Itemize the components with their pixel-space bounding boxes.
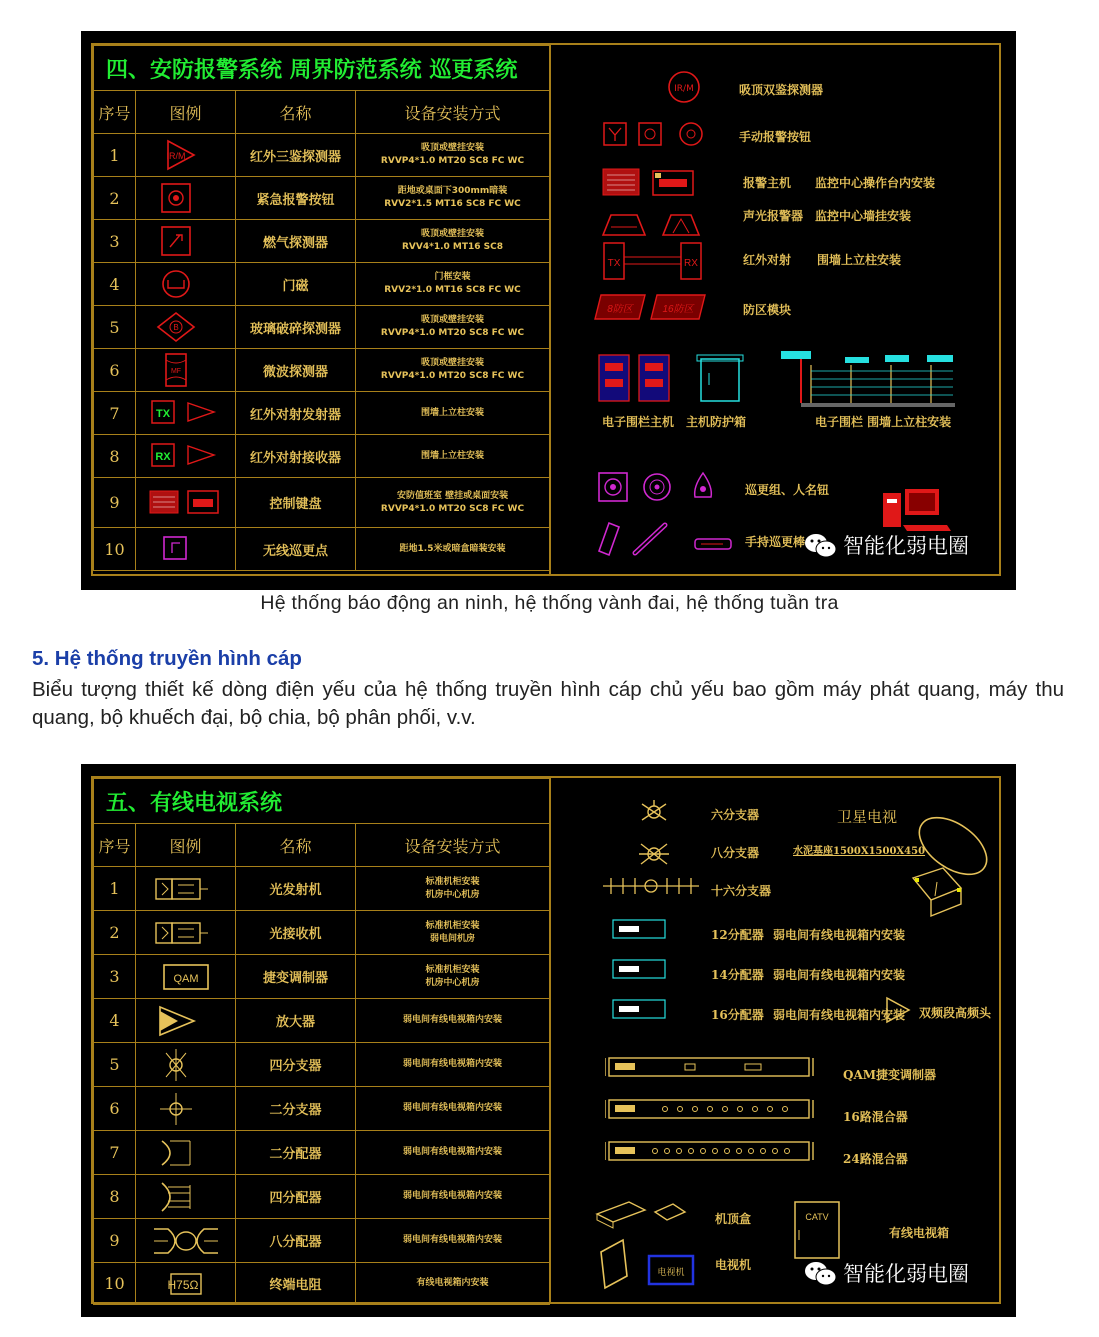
- figure-caption: Hệ thống báo động an ninh, hệ thống vành đai, hệ thống tuần tra: [260, 592, 839, 614]
- legend-symbol: [136, 867, 236, 911]
- patrol-computer-icon: [881, 485, 953, 535]
- legend-symbol: [136, 263, 236, 306]
- figure1-symbol-2-icon: [148, 178, 224, 218]
- legend-symbol: [136, 392, 236, 435]
- figure1-symbol-10-icon: [148, 529, 224, 569]
- zone-a-label: 8防区: [607, 304, 633, 315]
- legend-symbol: [136, 1219, 236, 1263]
- table-row: [94, 911, 550, 955]
- security-legend-table: [93, 45, 550, 571]
- row-number: 1: [94, 134, 136, 177]
- row-number: 1: [94, 867, 136, 911]
- device-name: 红外三鉴探测器: [236, 134, 356, 177]
- install-method: 门框安装 RVV2*1.0 MT16 SC8 FC WC: [356, 263, 550, 306]
- security-legend-figure: [81, 31, 1016, 590]
- install-method: 吸顶或壁挂安装 RVVP4*1.0 MT20 SC8 FC WC: [356, 349, 550, 392]
- wechat-icon: [803, 1259, 837, 1287]
- row-number: 2: [94, 177, 136, 220]
- svg-text:MF: MF: [170, 368, 181, 375]
- rack-devices-icons: [605, 1050, 815, 1190]
- label-patrol-button: 巡更组、人名钮: [745, 483, 830, 497]
- col-header-symbol: 图例: [136, 824, 236, 867]
- install-method: 弱电间有线电视箱内安装: [356, 1219, 550, 1263]
- install-method: 弱电间有线电视箱内安装: [356, 999, 550, 1043]
- label-set-top-box: 机顶盒: [715, 1212, 752, 1226]
- table-row: [94, 1131, 550, 1175]
- install-method: 标准机柜安装 机房中心机房: [356, 955, 550, 999]
- watermark-text: 智能化弱电圈: [843, 534, 969, 558]
- electric-fence-icon: [781, 349, 957, 409]
- table-row: [94, 1043, 550, 1087]
- figure2-symbol-9-icon: [148, 1221, 224, 1261]
- label-qam-modulator: QAM捷变调制器: [843, 1068, 937, 1082]
- label-infrared-beam: 红外对射: [743, 253, 792, 267]
- row-number: 10: [94, 1263, 136, 1305]
- irm-text: IR/M: [674, 84, 694, 94]
- label-six-way-tap: 六分支器: [711, 808, 760, 822]
- col-header-symbol: 图例: [136, 91, 236, 134]
- row-number: 7: [94, 1131, 136, 1175]
- label-manual-alarm-button: 手动报警按钮: [739, 130, 812, 144]
- install-method: 弱电间有线电视箱内安装: [356, 1131, 550, 1175]
- label-splitter-16-mount: 弱电间有线电视箱内安装: [773, 1008, 906, 1022]
- catv-legend-table: [93, 778, 550, 1305]
- table-row: [94, 220, 550, 263]
- device-name: 红外对射发射器: [236, 392, 356, 435]
- label-sixteen-way-tap: 十六分支器: [711, 884, 772, 898]
- section-title: 5. Hệ thống truyền hình cáp: [32, 647, 302, 670]
- label-television: 电视机: [715, 1258, 752, 1272]
- label-ceiling-detector: 吸顶双鉴探测器: [739, 83, 824, 97]
- figure1-symbol-9-icon: [148, 483, 224, 523]
- figure1-symbol-8-icon: [148, 436, 224, 476]
- label-fence-host: 电子围栏主机: [602, 415, 675, 429]
- row-number: 5: [94, 1043, 136, 1087]
- device-name: 光接收机: [236, 911, 356, 955]
- install-method: 有线电视箱内安装: [356, 1263, 550, 1305]
- label-alarm-host-mount: 监控中心操作台内安装: [815, 176, 936, 190]
- legend-symbol: [136, 177, 236, 220]
- fence-host-and-box-icons: [597, 351, 757, 411]
- install-method: 吸顶或壁挂安装 RVVP4*1.0 MT20 SC8 FC WC: [356, 306, 550, 349]
- table-row: [94, 955, 550, 999]
- legend-symbol: [136, 1263, 236, 1305]
- label-siren: 声光报警器: [743, 209, 804, 223]
- zone-module-icons: [593, 291, 709, 323]
- install-method: 标准机柜安装 机房中心机房: [356, 867, 550, 911]
- col-header-name: 名称: [236, 824, 356, 867]
- figure1-symbol-1-icon: [148, 135, 224, 175]
- col-header-no: 序号: [94, 91, 136, 134]
- catv-cabinet-text: CATV: [805, 1212, 829, 1222]
- legend-symbol: [136, 1043, 236, 1087]
- qam-symbol-text: QAM: [172, 972, 199, 985]
- row-number: 2: [94, 911, 136, 955]
- label-eight-way-tap: 八分支器: [711, 846, 760, 860]
- label-splitter-14-mount: 弱电间有线电视箱内安装: [773, 968, 906, 982]
- watermark: [803, 1258, 969, 1288]
- label-alarm-host: 报警主机: [743, 176, 792, 190]
- alarm-host-siren-icons: [601, 167, 723, 241]
- label-handheld-patrol: 手持巡更棒: [745, 535, 806, 549]
- device-name: 终端电阻: [236, 1263, 356, 1305]
- panel-divider: [549, 778, 551, 1302]
- label-splitter-12-mount: 弱电间有线电视箱内安装: [773, 928, 906, 942]
- row-number: 8: [94, 435, 136, 478]
- device-name: 光发射机: [236, 867, 356, 911]
- label-infrared-mount: 围墙上立柱安装: [817, 253, 902, 267]
- handheld-patrol-icons: [595, 517, 735, 557]
- label-splitter-14: 14分配器: [711, 968, 764, 982]
- table-row: [94, 349, 550, 392]
- device-name: 二分配器: [236, 1131, 356, 1175]
- row-number: 3: [94, 220, 136, 263]
- figure2-symbol-4-icon: [148, 1001, 224, 1041]
- device-name: 门磁: [236, 263, 356, 306]
- device-name: 紧急报警按钮: [236, 177, 356, 220]
- install-method: 安防值班室 壁挂或桌面安装 RVVP4*1.0 MT20 SC8 FC WC: [356, 478, 550, 528]
- row-number: 4: [94, 263, 136, 306]
- device-name: 四分配器: [236, 1175, 356, 1219]
- device-name: 微波探测器: [236, 349, 356, 392]
- label-24-channel-combiner: 24路混合器: [843, 1152, 908, 1166]
- install-method: 围墙上立柱安装: [356, 435, 550, 478]
- install-method: 围墙上立柱安装: [356, 392, 550, 435]
- label-lnb: 双频段高频头: [919, 1006, 992, 1020]
- row-number: 6: [94, 1087, 136, 1131]
- install-method: 弱电间有线电视箱内安装: [356, 1087, 550, 1131]
- legend-frame: [91, 43, 1001, 576]
- legend-symbol: [136, 435, 236, 478]
- device-name: 无线巡更点: [236, 528, 356, 571]
- terminator-icon: [153, 1264, 219, 1304]
- panel-divider: [549, 45, 551, 574]
- catv-cabinet-icon: [789, 1196, 849, 1262]
- row-number: 10: [94, 528, 136, 571]
- row-number: 4: [94, 999, 136, 1043]
- legend-symbol: [136, 999, 236, 1043]
- label-satellite-tv: 卫星电视: [837, 808, 898, 826]
- label-zone-module: 防区模块: [743, 303, 792, 317]
- table-row: [94, 134, 550, 177]
- svg-text:IR/M: IR/M: [166, 151, 185, 161]
- legend-symbol: [136, 349, 236, 392]
- device-name: 放大器: [236, 999, 356, 1043]
- table-row: [94, 306, 550, 349]
- legend-symbol: [136, 528, 236, 571]
- row-number: 7: [94, 392, 136, 435]
- legend-symbol: [136, 1087, 236, 1131]
- lnb-icon: [883, 994, 913, 1026]
- figure2-symbol-5-icon: [148, 1045, 224, 1085]
- label-catv-cabinet: 有线电视箱: [889, 1226, 950, 1240]
- table-row: [94, 1087, 550, 1131]
- device-name: 燃气探测器: [236, 220, 356, 263]
- row-number: 9: [94, 478, 136, 528]
- figure1-symbol-3-icon: [148, 221, 224, 261]
- col-header-mount: 设备安装方式: [356, 824, 550, 867]
- sixteen-way-tap-icon: [601, 872, 701, 902]
- svg-text:RX: RX: [154, 451, 171, 463]
- figure2-symbol-7-icon: [148, 1133, 224, 1173]
- figure2-symbol-6-icon: [148, 1089, 224, 1129]
- table-row: [94, 1219, 550, 1263]
- label-satellite-base: 水泥基座1500X1500X450: [793, 846, 926, 857]
- table-row: [94, 263, 550, 306]
- table-row: [94, 528, 550, 571]
- row-number: 3: [94, 955, 136, 999]
- label-splitter-16: 16分配器: [711, 1008, 764, 1022]
- label-splitter-12: 12分配器: [711, 928, 764, 942]
- device-name: 控制键盘: [236, 478, 356, 528]
- section-body: Biểu tượng thiết kế dòng điện yếu của hệ thống truyền hình cáp chủ yếu bao gồm máy phát quang, máy thu quang, bộ khuếch đại, bộ chia, bộ phân phối, v.v.: [32, 678, 1064, 729]
- patrol-button-icons: [597, 469, 717, 505]
- table-row: [94, 999, 550, 1043]
- qam-modulator-icon: [158, 957, 214, 997]
- row-number: 9: [94, 1219, 136, 1263]
- install-method: 吸顶或壁挂安装 RVVP4*1.0 MT20 SC8 FC WC: [356, 134, 550, 177]
- table-row: [94, 1175, 550, 1219]
- wechat-icon: [803, 531, 837, 559]
- label-fence-box: 主机防护箱: [686, 415, 747, 429]
- legend-symbol: [136, 478, 236, 528]
- legend-symbol: [136, 1175, 236, 1219]
- row-number: 8: [94, 1175, 136, 1219]
- tx-label: TX: [607, 258, 621, 269]
- satellite-dish-icon: [893, 808, 1003, 928]
- table-row: [94, 177, 550, 220]
- figure2-symbol-8-icon: [148, 1177, 224, 1217]
- figure1-symbol-6-icon: [148, 350, 224, 390]
- figure1-symbol-4-icon: [148, 264, 224, 304]
- install-method: 吸顶或壁挂安装 RVV4*1.0 MT16 SC8: [356, 220, 550, 263]
- label-siren-mount: 监控中心墙挂安装: [815, 209, 912, 223]
- device-name: 四分支器: [236, 1043, 356, 1087]
- ceiling-detector-icon: [666, 69, 702, 105]
- terminator-symbol-text: H75Ω: [167, 1277, 198, 1292]
- figure2-symbol-1-icon: [148, 869, 224, 909]
- col-header-name: 名称: [236, 91, 356, 134]
- watermark-text: 智能化弱电圈: [843, 1262, 969, 1286]
- col-header-no: 序号: [94, 824, 136, 867]
- label-16-channel-combiner: 16路混合器: [843, 1110, 908, 1124]
- figure-title: 四、安防报警系统 周界防范系统 巡更系统: [94, 46, 550, 91]
- legend-symbol: [136, 134, 236, 177]
- legend-symbol: [136, 955, 236, 999]
- figure1-symbol-5-icon: [148, 307, 224, 347]
- device-name: 二分支器: [236, 1087, 356, 1131]
- figure-title: 五、有线电视系统: [94, 779, 550, 824]
- table-row: [94, 867, 550, 911]
- table-row: [94, 392, 550, 435]
- legend-symbol: [136, 220, 236, 263]
- tv-box-text: 电视机: [657, 1267, 685, 1277]
- rx-label: RX: [684, 258, 698, 269]
- figure2-symbol-2-icon: [148, 913, 224, 953]
- install-method: 标准机柜安装 弱电间机房: [356, 911, 550, 955]
- device-name: 红外对射接收器: [236, 435, 356, 478]
- device-name: 八分配器: [236, 1219, 356, 1263]
- col-header-mount: 设备安装方式: [356, 91, 550, 134]
- catv-legend-figure: [81, 764, 1016, 1317]
- legend-symbol: [136, 306, 236, 349]
- svg-text:B: B: [172, 323, 179, 332]
- install-method: 距地或桌面下300mm暗装 RVV2*1.5 MT16 SC8 FC WC: [356, 177, 550, 220]
- table-row: [94, 478, 550, 528]
- legend-symbol: [136, 911, 236, 955]
- zone-b-label: 16防区: [662, 304, 694, 315]
- figure1-symbol-7-icon: [148, 393, 224, 433]
- legend-symbol: [136, 1131, 236, 1175]
- label-electric-fence: 电子围栏 围墙上立柱安装: [815, 415, 952, 429]
- legend-frame: [91, 776, 1001, 1304]
- row-number: 5: [94, 306, 136, 349]
- table-row: [94, 435, 550, 478]
- watermark: [803, 530, 969, 560]
- install-method: 距地1.5米或暗盒暗装安装: [356, 528, 550, 571]
- set-top-box-and-tv-icons: [593, 1192, 703, 1292]
- device-name: 玻璃破碎探测器: [236, 306, 356, 349]
- install-method: 弱电间有线电视箱内安装: [356, 1043, 550, 1087]
- infrared-beam-pair-icon: [601, 239, 705, 285]
- splitter-icons: [609, 914, 699, 1034]
- table-row: [94, 1263, 550, 1305]
- alarm-button-icons: [601, 119, 711, 151]
- row-number: 6: [94, 349, 136, 392]
- install-method: 弱电间有线电视箱内安装: [356, 1175, 550, 1219]
- device-name: 捷变调制器: [236, 955, 356, 999]
- svg-text:TX: TX: [155, 408, 170, 420]
